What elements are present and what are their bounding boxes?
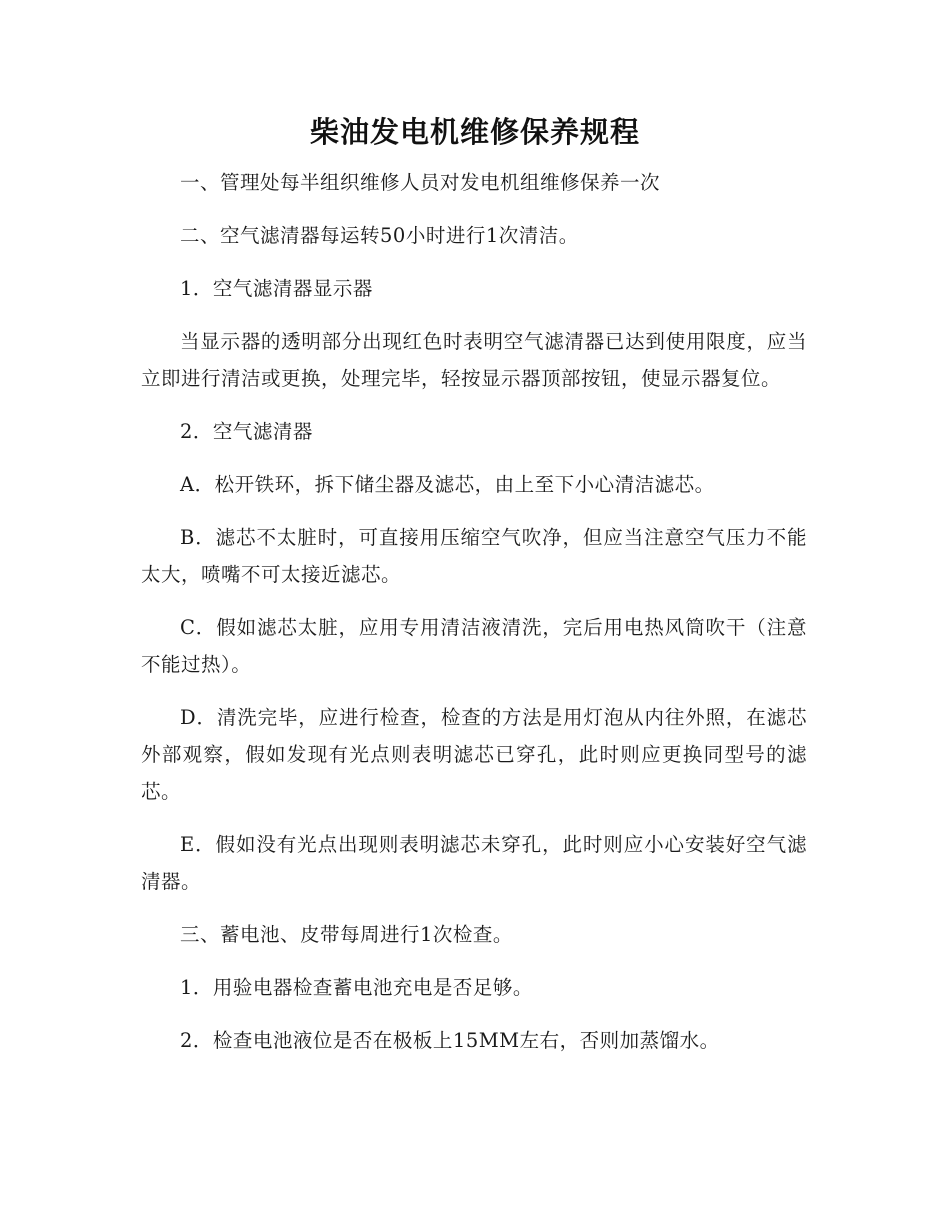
paragraph-3: 1．空气滤清器显示器: [180, 277, 373, 300]
paragraph-13: 2．检查电池液位是否在极板上15MM左右，否则加蒸馏水。: [180, 1029, 720, 1052]
paragraph-11: 三、蓄电池、皮带每周进行1次检查。: [180, 923, 513, 946]
document-title: 柴油发电机维修保养规程: [309, 115, 640, 149]
paragraph-1: 一、管理处每半组织维修人员对发电机组维修保养一次: [180, 171, 661, 194]
paragraph-12: 1．用验电器检查蓄电池充电是否足够。: [180, 976, 533, 999]
document-body: [141, 164, 807, 1075]
paragraph-10: E．假如没有光点出现则表明滤芯未穿孔，此时则应小心安装好空气滤清器。: [141, 833, 807, 893]
paragraph-8: C．假如滤芯太脏，应用专用清洁液清洗，完后用电热风筒吹干（注意不能过热）。: [141, 616, 807, 676]
paragraph-6: A．松开铁环，拆下储尘器及滤芯，由上至下小心清洁滤芯。: [180, 473, 715, 496]
paragraph-7: B．滤芯不太脏时，可直接用压缩空气吹净，但应当注意空气压力不能太大，喷嘴不可太接近滤芯。: [141, 526, 807, 586]
paragraph-2: 二、空气滤清器每运转50小时进行1次清洁。: [180, 224, 579, 247]
paragraph-5: 2．空气滤清器: [180, 420, 313, 443]
paragraph-9: D．清洗完毕，应进行检查，检查的方法是用灯泡从内往外照，在滤芯外部观察，假如发现有光点则表明滤芯已穿孔，此时则应更换同型号的滤芯。: [141, 706, 807, 803]
paragraph-4: 当显示器的透明部分出现红色时表明空气滤清器已达到使用限度，应当立即进行清洁或更换，处理完毕，轻按显示器顶部按钮，使显示器复位。: [141, 330, 807, 390]
